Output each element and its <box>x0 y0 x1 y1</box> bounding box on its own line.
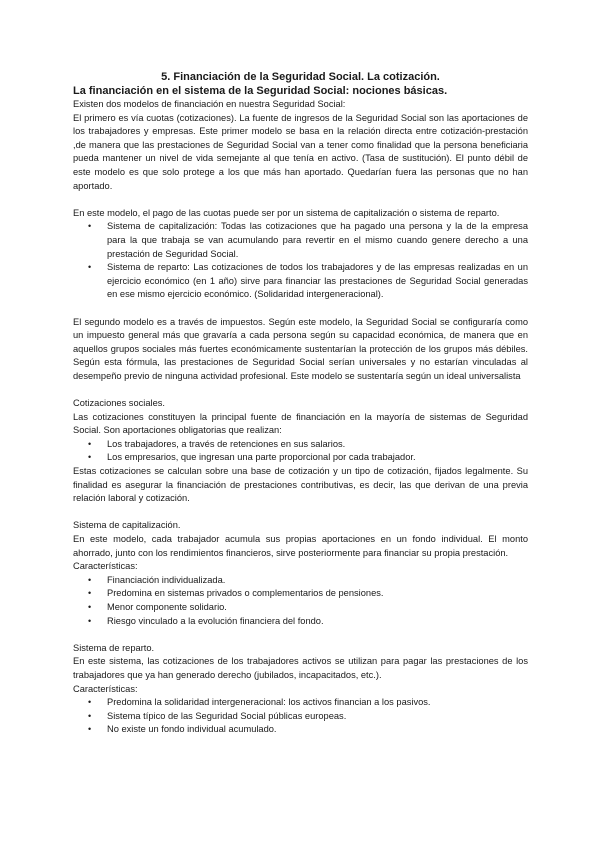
capitalizacion-features-label: Características: <box>73 561 138 572</box>
list-item: • Menor componente solidario. <box>107 601 528 615</box>
list-item: • No existe un fondo individual acumulado. <box>107 723 528 737</box>
list-item: • Sistema de capitalización: Todas las cotizaciones que ha pagado una persona y la de la empresa para la que trabaja se van acumulando para revertir en el mismo cuando genere derecho a una prestación de Seguridad Social. <box>107 220 528 261</box>
list-item: • Los empresarios, que ingresan una parte proporcional por cada trabajador. <box>107 451 528 465</box>
spacer <box>73 628 528 642</box>
spacer <box>73 302 528 316</box>
cotizaciones-list <box>73 438 528 465</box>
list-item: • Sistema de reparto: Las cotizaciones de todos los trabajadores y de las empresas realizadas en un ejercicio económico (en 1 año) sirve para financiar las prestaciones de Seguridad Social generadas en ese mismo ejercicio económico. (Solidaridad intergeneracional). <box>107 261 528 302</box>
reparto-list <box>73 696 528 737</box>
capitalizacion-paragraph: En este modelo, cada trabajador acumula sus propias aportaciones en un fondo individual. El monto ahorrado, junto con los rendimientos financieros, sirve posteriormente para financiar su propia prestación. <box>73 534 528 558</box>
document-title: 5. Financiación de la Seguridad Social. La cotización. <box>161 71 440 83</box>
list-item: • Predomina la solidaridad intergeneracional: los activos financian a los pasivos. <box>107 696 528 710</box>
reparto-features-label: Características: <box>73 683 138 694</box>
list-item: • Financiación individualizada. <box>107 574 528 588</box>
cotizaciones-paragraph-2: Estas cotizaciones se calculan sobre una base de cotización y un tipo de cotización, fijados legalmente. Su finalidad es asegurar la financiación de prestaciones contributivas, es decir, las que derivan de una previa relación laboral y cotización. <box>73 466 528 504</box>
spacer <box>73 193 528 207</box>
list-item: • Los trabajadores, a través de retenciones en sus salarios. <box>107 438 528 452</box>
spacer <box>73 506 528 520</box>
second-model-paragraph: El segundo modelo es a través de impuestos. Según este modelo, la Seguridad Social se configuraría como un impuesto general más que gravaría a cada persona según su capacidad económica, de manera que en aquellos grupos sociales más fuertes económicamente sustentarían la protección de los grupos más débiles. Según esta fórmula, las prestaciones de Seguridad Social serían universales y no estarían vinculadas al desempeño previo de ninguna actividad profesional. Este modelo se sustentaría según un ideal universalista <box>73 316 528 381</box>
list-item: • Predomina en sistemas privados o complementarios de pensiones. <box>107 587 528 601</box>
payment-paragraph: En este modelo, el pago de las cuotas puede ser por un sistema de capitalización o sistema de reparto. <box>73 207 500 218</box>
intro-paragraph: Existen dos modelos de financiación en nuestra Seguridad Social: <box>73 99 346 109</box>
reparto-paragraph: En este sistema, las cotizaciones de los trabajadores activos se utilizan para pagar las prestaciones de los trabajadores que ya han generado derecho (jubilados, incapacitados, etc.). <box>73 656 528 680</box>
list-item: • Sistema típico de las Seguridad Social públicas europeas. <box>107 710 528 724</box>
spacer <box>73 383 528 397</box>
capitalizacion-list <box>73 574 528 628</box>
payment-systems-list <box>73 220 528 302</box>
document-page <box>73 70 528 737</box>
first-model-paragraph: El primero es vía cuotas (cotizaciones). La fuente de ingresos de la Seguridad Social son las aportaciones de los trabajadores y empresas. Este primer modelo se basa en la relación directa entre cotización-prestación ,de manera que las prestaciones de Seguridad Social van a tener como finalidad que la persona beneficiaria pueda mantener un nivel de vida semejante al que tenía en activo. (Tasa de sustitución). El punto débil de este modelo es que solo protege a los que más han aportado. Quedarían fuera las personas que no han aportado. <box>73 112 528 191</box>
section-subtitle: La financiación en el sistema de la Seguridad Social: nociones básicas. <box>73 85 448 97</box>
cotizaciones-heading: Cotizaciones sociales. <box>73 398 165 409</box>
capitalizacion-heading: Sistema de capitalización. <box>73 520 181 531</box>
cotizaciones-paragraph: Las cotizaciones constituyen la principal fuente de financiación en la mayoría de sistemas de Seguridad Social. Son aportaciones obligatorias que realizan: <box>73 411 528 436</box>
reparto-heading: Sistema de reparto. <box>73 642 155 653</box>
list-item: • Riesgo vinculado a la evolución financiera del fondo. <box>107 615 528 629</box>
